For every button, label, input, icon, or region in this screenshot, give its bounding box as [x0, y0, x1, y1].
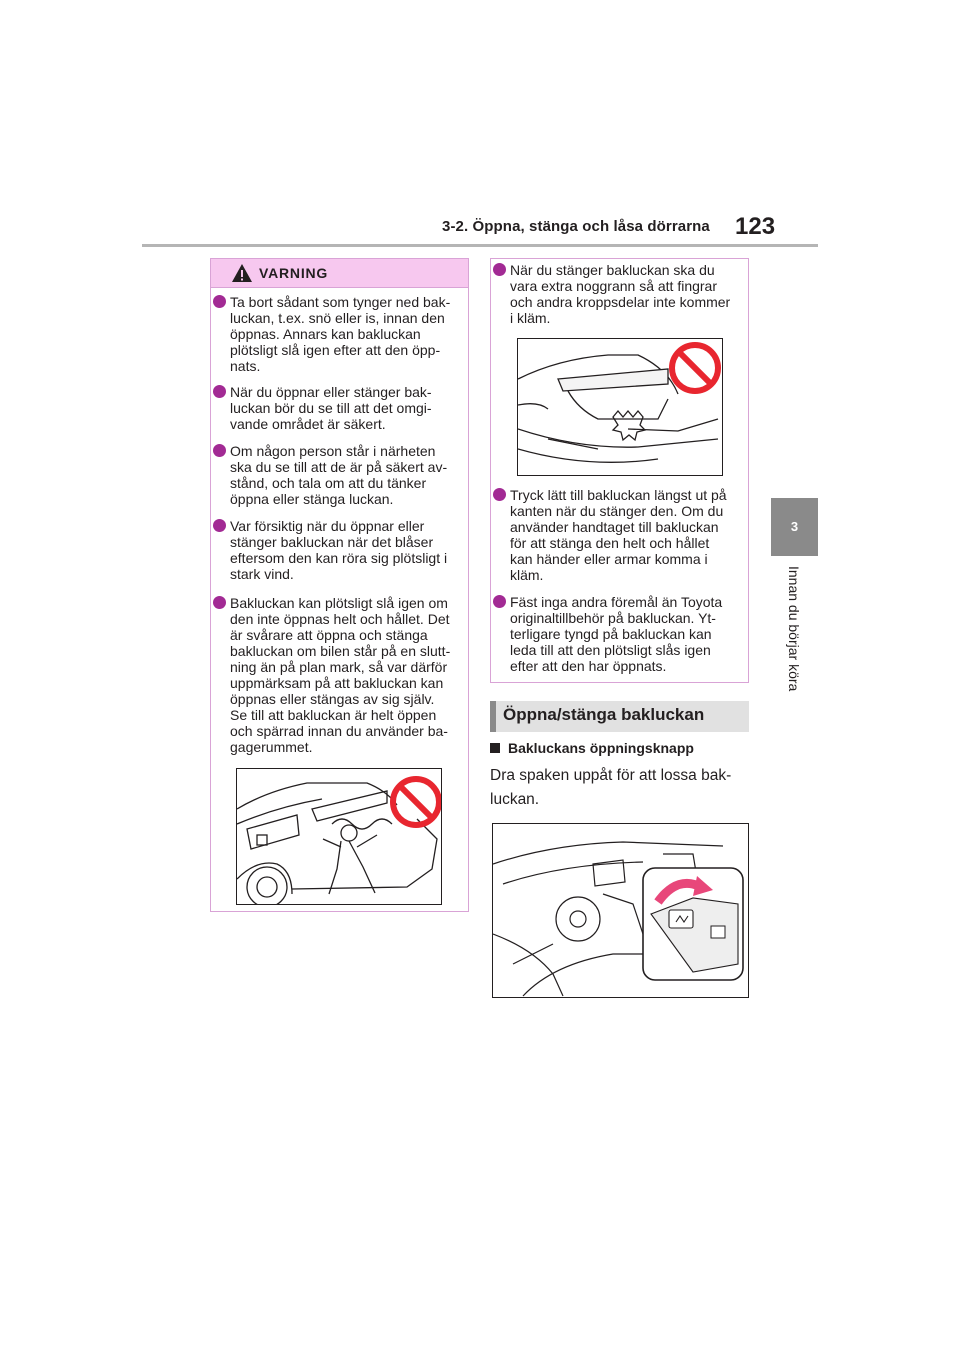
header-rule [142, 244, 818, 247]
bullet-dot-icon [493, 595, 506, 608]
interior-lever-drawing [493, 824, 748, 997]
chapter-tab: 3 [771, 498, 818, 556]
warning-label: VARNING [259, 265, 329, 281]
bullet-dot-icon [213, 596, 226, 609]
warning-triangle-icon [231, 263, 253, 283]
illustration-tailgate-person [236, 768, 442, 905]
bullet-dot-icon [213, 444, 226, 457]
illustration-finger-pinch [517, 338, 723, 476]
section-heading [490, 701, 749, 732]
subheading: Bakluckans öppningsknapp [490, 740, 694, 756]
illustration-release-lever [492, 823, 749, 998]
section-title: 3-2. Öppna, stänga och låsa dörrarna [442, 218, 710, 235]
page-number: 123 [735, 213, 776, 240]
body-text-line: luckan. [490, 791, 540, 808]
chapter-title: Innan du börjar köra [786, 566, 802, 692]
bullet-dot-icon [493, 488, 506, 501]
warning-header [210, 258, 469, 288]
bullet-dot-icon [213, 295, 226, 308]
prohibited-icon [389, 775, 442, 829]
bullet-dot-icon [213, 519, 226, 532]
section-heading-bar [490, 701, 496, 732]
body-text-line: Dra spaken uppåt för att lossa bak- [490, 767, 732, 784]
square-bullet-icon [490, 743, 500, 753]
chapter-title-vertical [771, 566, 818, 706]
bullet-dot-icon [213, 385, 226, 398]
prohibited-icon [668, 341, 722, 395]
section-heading-text: Öppna/stänga bakluckan [503, 705, 705, 724]
bullet-dot-icon [493, 263, 506, 276]
